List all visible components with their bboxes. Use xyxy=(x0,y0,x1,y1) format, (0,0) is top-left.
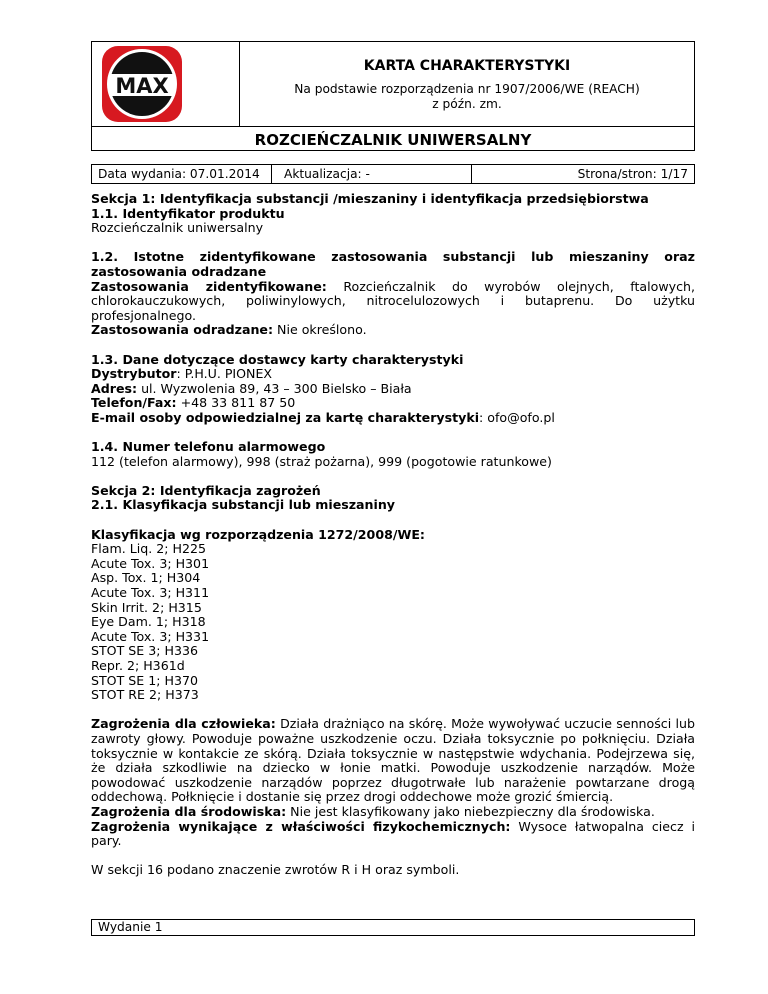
human-hazards-label: Zagrożenia dla człowieka: xyxy=(91,716,276,732)
regulation-text xyxy=(240,82,694,112)
discouraged-uses xyxy=(91,323,695,338)
phone-label: Telefon/Fax: xyxy=(91,395,177,411)
email-line xyxy=(91,411,695,426)
discouraged-uses-label: Zastosowania odradzane: xyxy=(91,322,274,338)
classification-item: Skin Irrit. 2; H315 xyxy=(91,599,202,615)
classification-item: Eye Dam. 1; H318 xyxy=(91,614,206,630)
distributor-line xyxy=(91,367,695,382)
classification-list xyxy=(91,542,695,703)
address-line xyxy=(91,382,695,397)
environment-hazards-label: Zagrożenia dla środowiska: xyxy=(91,803,287,819)
subsection-1-4-heading: 1.4. Numer telefonu alarmowego xyxy=(91,439,326,455)
product-name: ROZCIEŃCZALNIK UNIWERSALNY xyxy=(254,131,532,149)
classification-item: STOT SE 1; H370 xyxy=(91,672,199,688)
physical-hazards-label: Zagrożenia wynikające z właściwości fizykochemicznych: xyxy=(91,818,511,834)
email-value: : ofo@ofo.pl xyxy=(479,409,555,425)
logo-cell xyxy=(92,42,240,127)
human-hazards xyxy=(91,717,695,805)
subsection-1-3-heading: 1.3. Dane dotyczące dostawcy karty charakterystyki xyxy=(91,351,464,367)
issue-date: Data wydania: 07.01.2014 xyxy=(92,165,272,183)
physical-hazards-text: Wysoce łatwopalna ciecz i pary. xyxy=(91,818,695,849)
section-16-note: W sekcji 16 podano znaczenie zwrotów R i H oraz symboli. xyxy=(91,862,460,878)
discouraged-uses-text: Nie określono. xyxy=(277,322,367,338)
subsection-1-2-heading: 1.2. Istotne zidentyfikowane zastosowania substancji lub mieszaniny oraz zastosowania odradzane xyxy=(91,249,695,279)
classification-item: Asp. Tox. 1; H304 xyxy=(91,570,201,586)
regulation-line-1: Na podstawie rozporządzenia nr 1907/2006/WE (REACH) xyxy=(294,82,640,96)
distributor-value: : P.H.U. PIONEX xyxy=(176,366,273,382)
header-table xyxy=(91,41,695,151)
human-hazards-text: Działa drażniąco na skórę. Może wywoływać uczucie senności lub zawroty głowy. Powoduje poważne uszkodzenie oczu. Działa toksycznie po połknięciu. Działa toksycznie w kontakcie ze skórą. Działa toksycznie w następstwie wdychania. Podejrzewa się, że działa szkodliwie na dziecko w łonie matki. Powoduje uszkodzenie narządów. Może powodować uszkodzenie narządów poprzez długotrwałe lub narażenie powtarzane drogą oddechową. Połknięcie i dostanie się przez drogi oddechowe może grozić śmiercią. xyxy=(91,716,695,805)
title-cell xyxy=(240,42,694,127)
max-logo xyxy=(100,44,184,124)
page-number: Strona/stron: 1/17 xyxy=(577,167,688,181)
phone-value: +48 33 811 87 50 xyxy=(180,395,296,411)
document-body xyxy=(91,192,695,878)
identified-uses xyxy=(91,280,695,324)
classification-heading: Klasyfikacja wg rozporządzenia 1272/2008/WE: xyxy=(91,526,425,542)
distributor-label: Dystrybutor xyxy=(91,366,177,382)
subsection-2-1-heading: 2.1. Klasyfikacja substancji lub mieszaniny xyxy=(91,497,396,513)
classification-item: Acute Tox. 3; H301 xyxy=(91,555,210,571)
environment-hazards-text: Nie jest klasyfikowany jako niebezpieczny dla środowiska. xyxy=(290,803,655,819)
update-field: Aktualizacja: - xyxy=(272,165,472,183)
address-label: Adres: xyxy=(91,380,138,396)
address-value: ul. Wyzwolenia 89, 43 – 300 Bielsko – Biała xyxy=(141,380,412,396)
section-1-heading: Sekcja 1: Identyfikacja substancji /mieszaniny i identyfikacja przedsiębiorstwa xyxy=(91,191,649,206)
classification-item: Acute Tox. 3; H331 xyxy=(91,628,210,644)
logo-text: MAX xyxy=(115,74,169,98)
classification-item: STOT SE 3; H336 xyxy=(91,643,199,659)
subsection-1-1-heading: 1.1. Identyfikator produktu xyxy=(91,205,285,221)
physical-hazards xyxy=(91,820,695,849)
document-title: KARTA CHARAKTERYSTYKI xyxy=(363,58,571,74)
environment-hazards xyxy=(91,805,695,820)
email-label: E-mail osoby odpowiedzialnej za kartę charakterystyki xyxy=(91,409,480,425)
section-2-heading: Sekcja 2: Identyfikacja zagrożeń xyxy=(91,482,321,498)
classification-item: STOT RE 2; H373 xyxy=(91,687,199,703)
classification-item: Acute Tox. 3; H311 xyxy=(91,585,210,601)
classification-item: Flam. Liq. 2; H225 xyxy=(91,541,207,557)
phone-line xyxy=(91,396,695,411)
product-identifier: Rozcieńczalnik uniwersalny xyxy=(91,220,264,236)
emergency-numbers: 112 (telefon alarmowy), 998 (straż pożarna), 999 (pogotowie ratunkowe) xyxy=(91,453,552,469)
identified-uses-label: Zastosowania zidentyfikowane: xyxy=(91,278,327,294)
classification-item: Repr. 2; H361d xyxy=(91,658,185,673)
footer-edition: Wydanie 1 xyxy=(91,919,695,936)
info-row xyxy=(91,164,695,184)
identified-uses-text: Rozcieńczalnik do wyrobów olejnych, ftalowych, chlorokauczukowych, poliwinylowych, nitrocelulozowych i butaprenu. Do użytku profesjonalnego. xyxy=(91,278,695,323)
regulation-line-2: z późn. zm. xyxy=(432,97,502,111)
